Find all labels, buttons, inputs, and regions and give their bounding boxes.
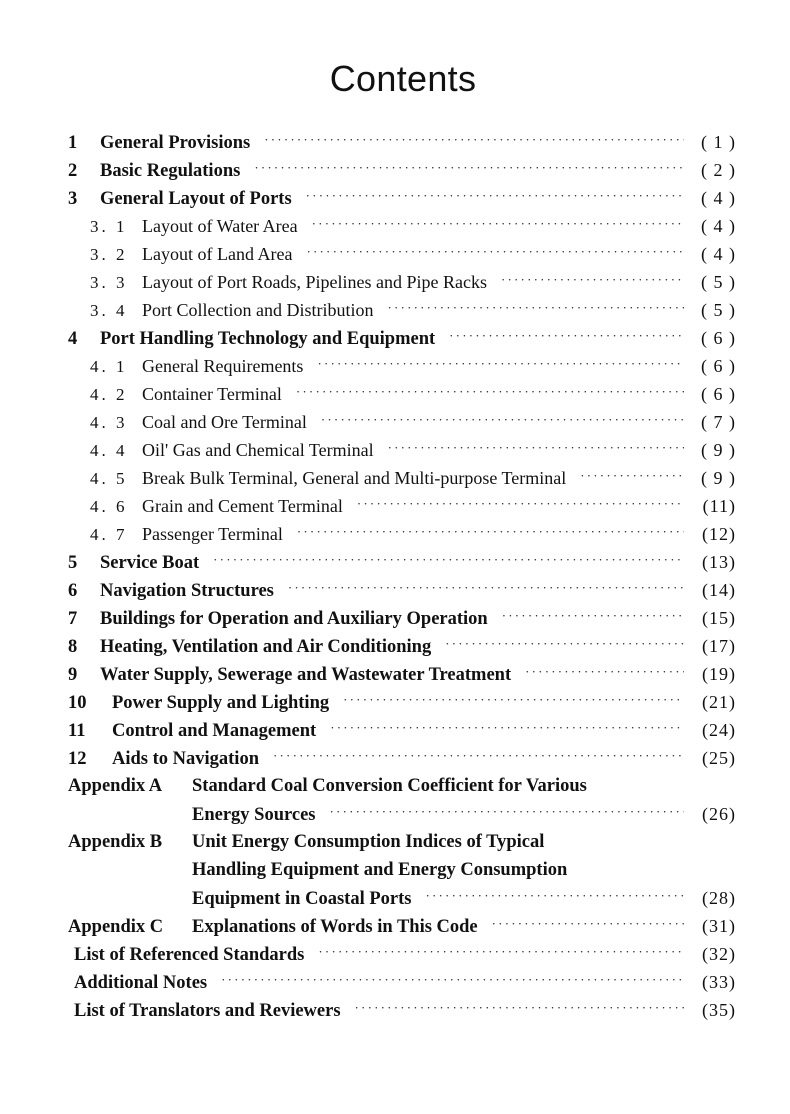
toc-title: Grain and Cement Terminal xyxy=(142,496,343,516)
toc-title: List of Translators and Reviewers xyxy=(74,1001,341,1021)
dot-leader xyxy=(213,546,684,574)
toc-page-number: ( 2 ) xyxy=(701,160,736,180)
toc-number: 3. 1 xyxy=(90,217,128,236)
toc-entry[interactable] xyxy=(68,156,736,184)
toc-page-number: ( 1 ) xyxy=(701,132,736,152)
dot-leader xyxy=(306,182,684,210)
toc-page-number: ( 9 ) xyxy=(701,440,736,460)
toc-title: Navigation Structures xyxy=(100,581,274,601)
toc-entry[interactable] xyxy=(68,996,736,1024)
toc-page-number: ( 7 ) xyxy=(701,412,736,432)
toc-entry-continuation[interactable] xyxy=(68,856,736,884)
toc-entry[interactable] xyxy=(68,436,736,464)
dot-leader xyxy=(317,350,684,378)
toc-title: Additional Notes xyxy=(74,973,208,993)
toc-entry[interactable] xyxy=(68,128,736,156)
toc-number: 3 xyxy=(68,189,78,209)
dot-leader xyxy=(297,518,684,546)
toc-entry[interactable] xyxy=(68,604,736,632)
toc-entry[interactable] xyxy=(68,660,736,688)
toc-page-number: (32) xyxy=(702,944,736,964)
toc-entry[interactable] xyxy=(68,632,736,660)
toc-entry[interactable] xyxy=(68,464,736,492)
toc-number: 4 xyxy=(68,329,78,349)
toc-page-number: (17) xyxy=(702,636,736,656)
toc-title: Service Boat xyxy=(100,553,200,573)
toc-number: 2 xyxy=(68,161,78,181)
dot-leader xyxy=(502,602,684,630)
toc-number: 3. 2 xyxy=(90,245,128,264)
toc-number: 6 xyxy=(68,581,78,601)
toc-entry[interactable] xyxy=(68,520,736,548)
toc-entry[interactable] xyxy=(68,492,736,520)
toc-number: Appendix A xyxy=(68,776,163,796)
toc-page-number: (24) xyxy=(702,720,736,740)
toc-title: Layout of Port Roads, Pipelines and Pipe Racks xyxy=(142,272,487,292)
toc-page-number: (15) xyxy=(702,608,736,628)
toc-number: Appendix B xyxy=(68,832,163,852)
toc-entry[interactable] xyxy=(68,576,736,604)
toc-page-number: (11) xyxy=(702,496,736,516)
toc-entry[interactable] xyxy=(68,324,736,352)
dot-leader xyxy=(330,714,684,742)
dot-leader xyxy=(254,154,684,182)
toc-entry[interactable] xyxy=(68,296,736,324)
toc-number: 1 xyxy=(68,133,78,153)
toc-title-continued: Energy Sources xyxy=(192,805,316,825)
toc-number: 4. 5 xyxy=(90,469,128,488)
toc-title: Layout of Water Area xyxy=(142,216,298,236)
toc-page-number: ( 4 ) xyxy=(701,216,736,236)
toc-page-number: (14) xyxy=(702,580,736,600)
dot-leader xyxy=(357,490,684,518)
toc-title: Break Bulk Terminal, General and Multi-purpose Terminal xyxy=(142,468,567,488)
dot-leader xyxy=(501,266,684,294)
toc-page-number: (25) xyxy=(702,748,736,768)
toc-entry[interactable] xyxy=(68,688,736,716)
toc-title: Port Collection and Distribution xyxy=(142,300,374,320)
toc-number: 3. 3 xyxy=(90,273,128,292)
toc-title: Power Supply and Lighting xyxy=(112,693,330,713)
toc-page-number: (31) xyxy=(702,916,736,936)
toc-entry[interactable] xyxy=(68,548,736,576)
dot-leader xyxy=(425,882,684,910)
toc-page-number: ( 5 ) xyxy=(701,300,736,320)
toc-entry[interactable] xyxy=(68,268,736,296)
dot-leader xyxy=(580,462,684,490)
dot-leader xyxy=(321,406,684,434)
toc-title-continued: Equipment in Coastal Ports xyxy=(192,889,412,909)
toc-title: General Requirements xyxy=(142,356,304,376)
toc-number: 8 xyxy=(68,637,78,657)
toc-page-number: ( 4 ) xyxy=(701,244,736,264)
toc-page-number: (33) xyxy=(702,972,736,992)
toc-entry[interactable] xyxy=(68,744,736,772)
dot-leader xyxy=(312,210,684,238)
toc-page-number: (28) xyxy=(702,888,736,908)
toc-number: 12 xyxy=(68,749,87,769)
toc-number: Appendix C xyxy=(68,917,164,937)
toc-number: 11 xyxy=(68,721,86,741)
toc-title: Layout of Land Area xyxy=(142,244,293,264)
toc-number: 4. 4 xyxy=(90,441,128,460)
toc-number: 4. 7 xyxy=(90,525,128,544)
dot-leader xyxy=(296,378,684,406)
toc-page-number: ( 6 ) xyxy=(701,328,736,348)
toc-number: 7 xyxy=(68,609,78,629)
dot-leader xyxy=(355,994,684,1022)
toc-page-number: ( 4 ) xyxy=(701,188,736,208)
dot-leader xyxy=(449,322,684,350)
toc-title: List of Referenced Standards xyxy=(74,945,305,965)
toc-title: Control and Management xyxy=(112,721,317,741)
toc-number: 4. 6 xyxy=(90,497,128,516)
toc-entry[interactable] xyxy=(68,212,736,240)
toc-entry[interactable] xyxy=(68,184,736,212)
toc-page-number: ( 6 ) xyxy=(701,384,736,404)
toc-title: General Provisions xyxy=(100,133,251,153)
toc-page-number: (12) xyxy=(702,524,736,544)
toc-number: 5 xyxy=(68,553,78,573)
page-title: Contents xyxy=(329,58,477,99)
toc-title: Container Terminal xyxy=(142,384,282,404)
toc-entry[interactable] xyxy=(68,380,736,408)
dot-leader xyxy=(445,630,684,658)
toc-page-number: (19) xyxy=(702,664,736,684)
toc-number: 4. 1 xyxy=(90,357,128,376)
toc-page-number: (13) xyxy=(702,552,736,572)
toc-number: 4. 3 xyxy=(90,413,128,432)
toc-title: Unit Energy Consumption Indices of Typical xyxy=(192,832,545,852)
toc-title: Buildings for Operation and Auxiliary Operation xyxy=(100,609,488,629)
toc-page-number: (26) xyxy=(702,804,736,824)
dot-leader xyxy=(264,126,684,154)
toc-title: Oil' Gas and Chemical Terminal xyxy=(142,440,374,460)
dot-leader xyxy=(343,686,684,714)
dot-leader xyxy=(525,658,684,686)
toc-page-number: (21) xyxy=(702,692,736,712)
toc-page-number: ( 9 ) xyxy=(701,468,736,488)
toc-entry-continuation[interactable] xyxy=(68,884,736,912)
toc-title: Standard Coal Conversion Coefficient for Various xyxy=(192,776,587,796)
toc-title: Water Supply, Sewerage and Wastewater Treatment xyxy=(100,665,512,685)
toc-entry-continuation[interactable] xyxy=(68,800,736,828)
dot-leader xyxy=(221,966,684,994)
toc-title: Explanations of Words in This Code xyxy=(192,917,478,937)
toc-title-continued: Handling Equipment and Energy Consumption xyxy=(192,860,568,880)
toc-entry[interactable] xyxy=(68,352,736,380)
toc-entry[interactable] xyxy=(68,716,736,744)
dot-leader xyxy=(306,238,684,266)
toc-page-number: ( 6 ) xyxy=(701,356,736,376)
dot-leader xyxy=(330,798,684,826)
toc-number: 4. 2 xyxy=(90,385,128,404)
dot-leader xyxy=(388,434,684,462)
toc-title: Port Handling Technology and Equipment xyxy=(100,329,436,349)
toc-page-number: (35) xyxy=(702,1000,736,1020)
toc-title: General Layout of Ports xyxy=(100,189,292,209)
toc-entry[interactable] xyxy=(68,912,736,940)
toc-title: Coal and Ore Terminal xyxy=(142,412,307,432)
dot-leader xyxy=(288,574,684,602)
toc-title: Passenger Terminal xyxy=(142,524,283,544)
dot-leader xyxy=(318,938,684,966)
toc-number: 9 xyxy=(68,665,78,685)
toc-entry[interactable] xyxy=(68,968,736,996)
toc-entry[interactable] xyxy=(68,240,736,268)
toc-title: Basic Regulations xyxy=(100,161,241,181)
toc-entry[interactable] xyxy=(68,408,736,436)
toc-entry[interactable] xyxy=(68,772,736,800)
toc-entry[interactable] xyxy=(68,828,736,856)
toc-page-number: ( 5 ) xyxy=(701,272,736,292)
toc-title: Aids to Navigation xyxy=(112,749,259,769)
toc-number: 3. 4 xyxy=(90,301,128,320)
table-of-contents xyxy=(68,128,736,1024)
toc-title: Heating, Ventilation and Air Conditioning xyxy=(100,637,432,657)
dot-leader xyxy=(492,910,684,938)
dot-leader xyxy=(273,742,684,770)
toc-number: 10 xyxy=(68,693,87,713)
toc-entry[interactable] xyxy=(68,940,736,968)
dot-leader xyxy=(388,294,685,322)
